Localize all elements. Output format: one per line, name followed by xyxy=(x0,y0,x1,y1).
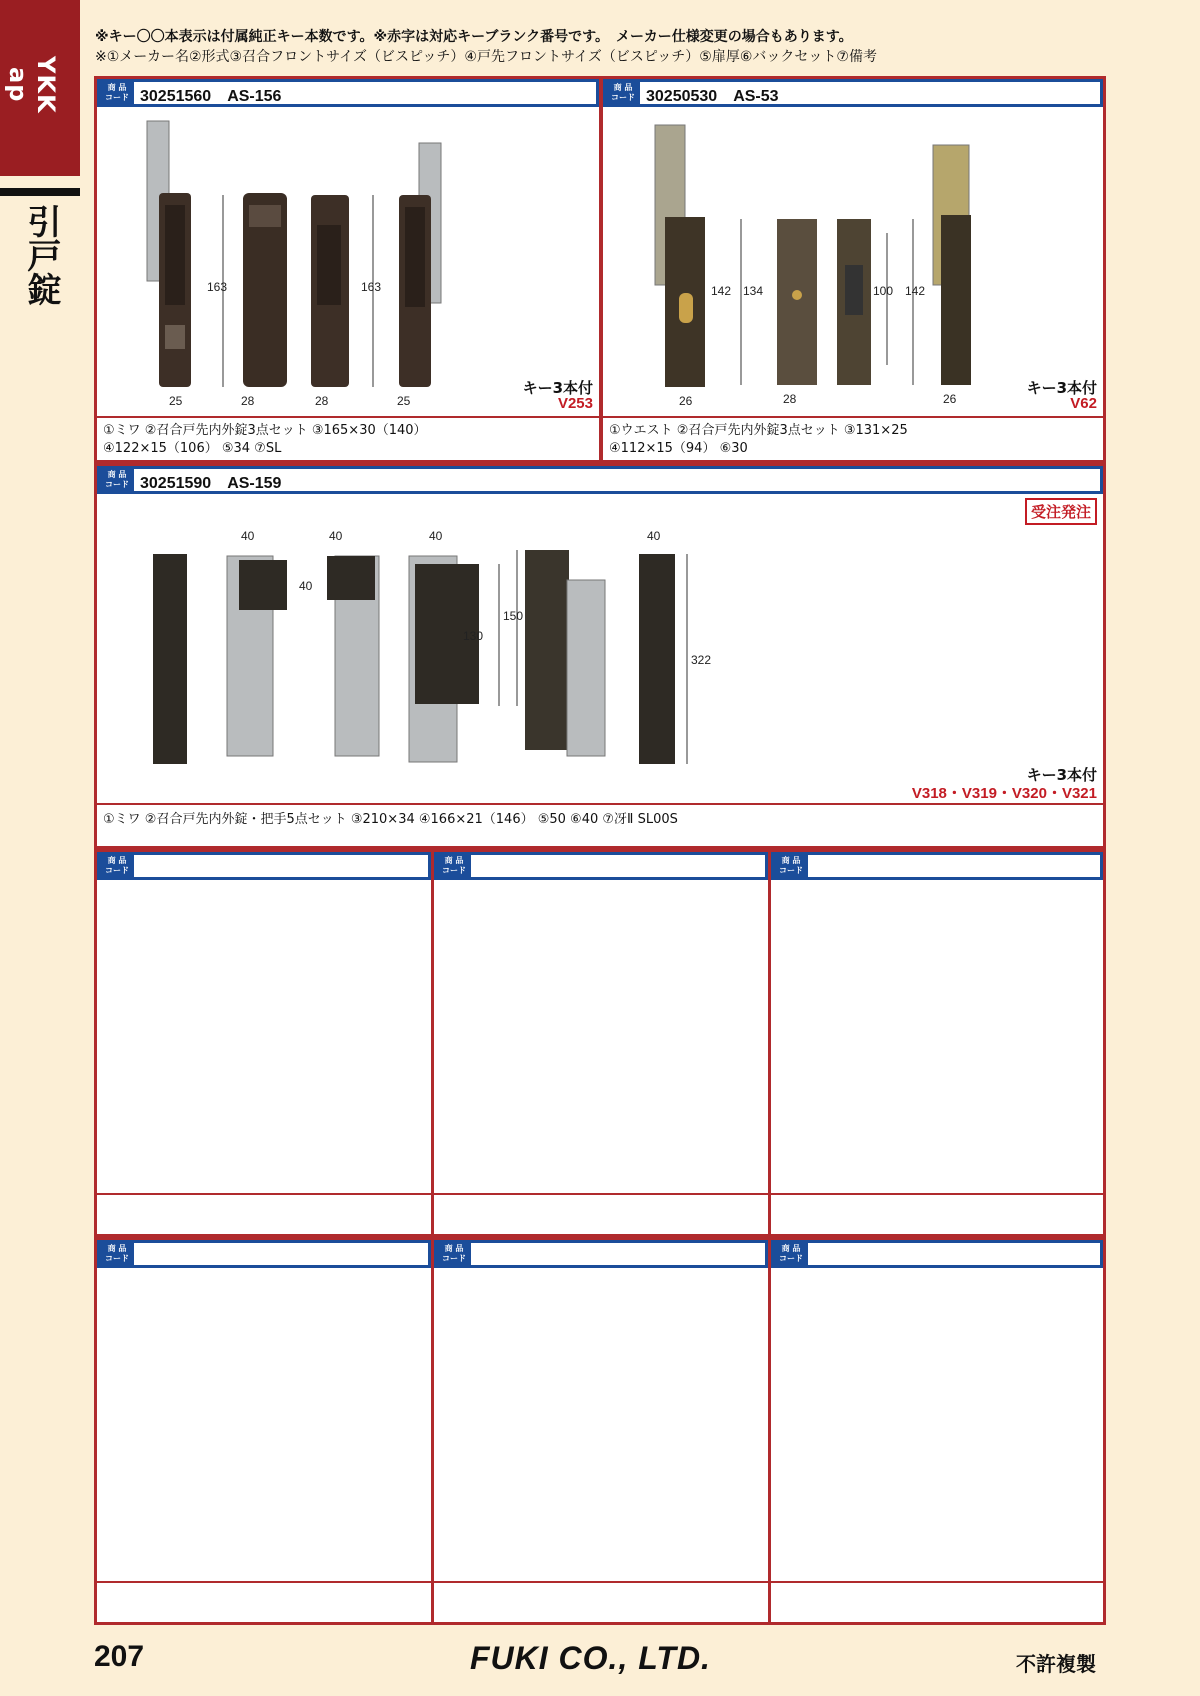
product-code-tag: 商 品 コード xyxy=(100,82,134,104)
dim-label: 25 xyxy=(397,394,411,408)
key-count-label: キー3本付 xyxy=(522,379,593,397)
note-key-count: ※キー〇〇本表示は付属純正キー本数です。※赤字は対応キーブランク番号です。 メーカー仕様変更の場合もあります。 xyxy=(95,29,853,45)
dim-label: 163 xyxy=(361,280,382,294)
product-code-tag: 商 品 コード xyxy=(774,1243,808,1265)
spec-divider xyxy=(434,1581,768,1583)
dim-label: 26 xyxy=(943,392,957,406)
dim-label: 28 xyxy=(783,392,797,406)
product-card-as53 xyxy=(600,76,1106,463)
spec-divider xyxy=(434,1193,768,1195)
product-header xyxy=(97,852,431,880)
product-header xyxy=(434,852,768,880)
product-header xyxy=(771,1240,1103,1268)
dim-label: 142 xyxy=(905,284,926,298)
product-code-tag: 商 品 コード xyxy=(606,82,640,104)
spec-line: ①ミワ ②召合戸先内外錠3点セット ③165×30（140） xyxy=(103,423,427,438)
product-code-tag: 商 品 コード xyxy=(100,855,134,877)
empty-card xyxy=(94,1237,434,1625)
dim-label: 28 xyxy=(241,394,255,408)
page-number: 207 xyxy=(94,1640,145,1673)
product-card-as159 xyxy=(94,463,1106,849)
dim-label: 40 xyxy=(241,529,255,543)
product-image-as156 xyxy=(137,115,497,411)
product-header xyxy=(97,1240,431,1268)
dim-label: 163 xyxy=(207,280,228,294)
spec-divider xyxy=(97,1581,431,1583)
spec-divider xyxy=(603,416,1103,418)
product-header xyxy=(771,852,1103,880)
product-code-tag: 商 品 コード xyxy=(100,469,134,491)
ykk-ap-logo: YKK ap xyxy=(4,56,60,114)
company-name: FUKI CO., LTD. xyxy=(470,1640,711,1676)
product-header xyxy=(97,79,599,107)
dim-label: 142 xyxy=(711,284,732,298)
product-image-as159 xyxy=(147,520,767,780)
order-badge: 受注発注 xyxy=(1025,498,1097,525)
spec-divider xyxy=(97,803,1103,805)
dim-label: 26 xyxy=(679,394,693,408)
product-code: 30250530 AS-53 xyxy=(646,88,779,105)
dim-label: 40 xyxy=(299,579,313,593)
empty-card xyxy=(768,1237,1106,1625)
spec-line: ①ミワ ②召合戸先内外錠・把手5点セット ③210×34 ④166×21（146） ⑤50 ⑥40 ⑦冴Ⅱ SL00S xyxy=(103,812,678,827)
spec-divider xyxy=(771,1193,1103,1195)
dim-label: 134 xyxy=(743,284,764,298)
spec-line: ④112×15（94） ⑥30 xyxy=(609,441,748,456)
key-count-label: キー3本付 xyxy=(1026,379,1097,397)
dim-label: 40 xyxy=(647,529,661,543)
key-count-label: キー3本付 xyxy=(1026,766,1097,784)
product-code-tag: 商 品 コード xyxy=(437,855,471,877)
spec-divider xyxy=(771,1581,1103,1583)
product-header xyxy=(434,1240,768,1268)
empty-card xyxy=(431,849,771,1237)
key-blank-code: V62 xyxy=(1070,395,1097,412)
product-header xyxy=(97,466,1103,494)
product-code-tag: 商 品 コード xyxy=(437,1243,471,1265)
spec-divider xyxy=(97,416,599,418)
product-code-tag: 商 品 コード xyxy=(774,855,808,877)
dim-label: 40 xyxy=(329,529,343,543)
spec-line: ①ウエスト ②召合戸先内外錠3点セット ③131×25 xyxy=(609,423,908,438)
dim-label: 322 xyxy=(691,653,712,667)
brand-divider xyxy=(0,188,80,196)
key-blank-code: V253 xyxy=(557,395,593,412)
empty-card xyxy=(94,849,434,1237)
empty-card xyxy=(768,849,1106,1237)
product-image-as53 xyxy=(643,115,1003,411)
key-blank-code: V318・V319・V320・V321 xyxy=(911,785,1097,802)
spec-divider xyxy=(97,1193,431,1195)
dim-label: 40 xyxy=(429,529,443,543)
product-code: 30251590 AS-159 xyxy=(140,475,282,492)
dim-label: 100 xyxy=(873,284,894,298)
section-title: 引戸錠 xyxy=(21,204,61,306)
dim-label: 130 xyxy=(463,629,484,643)
spec-line: ④122×15（106） ⑤34 ⑦SL xyxy=(103,441,282,456)
product-code-tag: 商 品 コード xyxy=(100,1243,134,1265)
note-legend: ※①メーカー名②形式③召合フロントサイズ（ビスピッチ）④戸先フロントサイズ（ビスピッチ）⑤扉厚⑥バックセット⑦備考 xyxy=(95,49,877,65)
dim-label: 150 xyxy=(503,609,524,623)
product-code: 30251560 AS-156 xyxy=(140,88,282,105)
copyright-notice: 不許複製 xyxy=(1016,1652,1096,1676)
product-card-as156 xyxy=(94,76,602,463)
dim-label: 25 xyxy=(169,394,183,408)
empty-card xyxy=(431,1237,771,1625)
product-header xyxy=(603,79,1103,107)
dim-label: 28 xyxy=(315,394,329,408)
